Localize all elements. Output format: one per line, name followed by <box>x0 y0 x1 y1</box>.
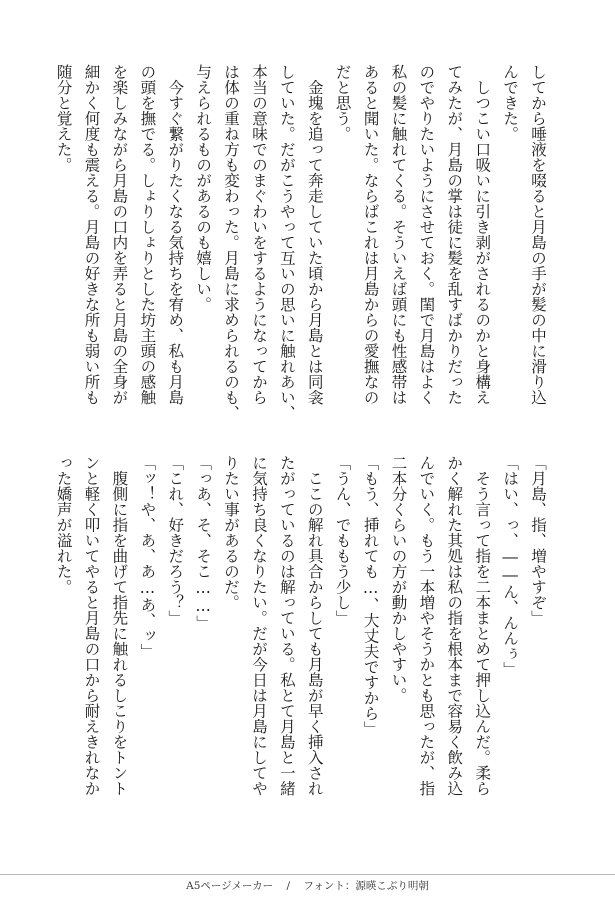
text-line: 二本分くらいの方が動かしやすい。 <box>389 455 408 703</box>
text-line: 私の髪に触れてくる。そういえば頭にも性感帯は <box>389 64 408 405</box>
text-line: んできた。 <box>501 64 520 142</box>
text-line: 「これ、好きだろう？」 <box>166 455 185 626</box>
text-line: たがっているのは解っている。私とて月島と一緒 <box>277 455 296 796</box>
text-line: 「っあ、そ、そこ……」 <box>194 455 213 631</box>
text-line: してから唾液を啜ると月島の手が髪の中に滑り込 <box>529 64 547 405</box>
footer-maker-credit: A5ページメーカー <box>186 880 274 892</box>
text-line: 「うん、でももう少し」 <box>333 455 352 626</box>
footer-separator: / <box>286 880 291 892</box>
text-line: 細かく何度も震える。月島の好きな所も弱い所も <box>82 64 101 405</box>
text-line: 「もう、挿れても…、大丈夫ですから」 <box>361 455 380 737</box>
text-line: しつこい口吸いに引き剥がされるのかと身構え <box>473 64 492 405</box>
text-line: 腹側に指を曲げて指先に触れるしこりをトント <box>110 455 129 796</box>
text-line: 今すぐ繋がりたくなる気持ちを宥め、私も月島 <box>166 64 185 405</box>
text-line: の頭を撫でる。しょりしょりとした坊主頭の感触 <box>138 64 157 405</box>
text-line: りたい事があるのだ。 <box>222 455 241 610</box>
text-line: てみたが、月島の掌は徒に髪を乱すばかりだった <box>445 64 464 405</box>
text-line: 「はい、っ、――ん、んんぅ」 <box>501 455 520 677</box>
text-line: していた。だがこうやって互いの思いに触れあい、 <box>277 64 296 421</box>
text-line: 随分と覚えた。 <box>54 64 73 173</box>
text-line: 与えられるものがあるのも嬉しい。 <box>194 64 213 312</box>
text-line: 本当の意味でのまぐわいをするようになってから <box>249 64 268 405</box>
text-line: ここの解れ具合からしても月島が早く挿入され <box>305 455 324 796</box>
bottom-text-block <box>54 455 551 803</box>
text-line: は体の重ね方も変わった。月島に求められるのも、 <box>222 64 241 421</box>
text-line: 「月島、指、増やすぞ」 <box>529 455 547 626</box>
text-line: った嬌声が溢れた。 <box>54 455 73 595</box>
text-line: そう言って指を二本まとめて押し込んだ。柔ら <box>473 455 492 796</box>
text-line: あると聞いた。ならばこれは月島からの愛撫なの <box>361 64 380 405</box>
text-line: を楽しみながら月島の口内を弄ると月島の全身が <box>110 64 129 405</box>
text-line: ンと軽く叩いてやると月島の口から耐えきれなか <box>82 455 101 796</box>
text-line: だと思う。 <box>333 64 352 142</box>
footer-divider <box>0 874 615 875</box>
top-text-block <box>54 64 551 421</box>
text-line: に気持ち良くなりたい。だが今日は月島にしてや <box>249 455 268 796</box>
text-line: んでいく。もう一本増やそうかとも思ったが、指 <box>417 455 436 796</box>
text-line: 「ッ！や、あ、あ…あ、ッ」 <box>138 455 157 659</box>
footer-font-credit: フォント：源暎こぶり明朝 <box>303 880 429 892</box>
text-line: のでやりたいようにさせておく。閨で月島はよく <box>417 64 436 405</box>
text-line: かく解れた其処は私の指を根本まで容易く飲み込 <box>445 455 464 796</box>
page-footer <box>0 878 615 893</box>
text-line: 金塊を追って奔走していた頃から月島とは同衾 <box>305 64 324 405</box>
